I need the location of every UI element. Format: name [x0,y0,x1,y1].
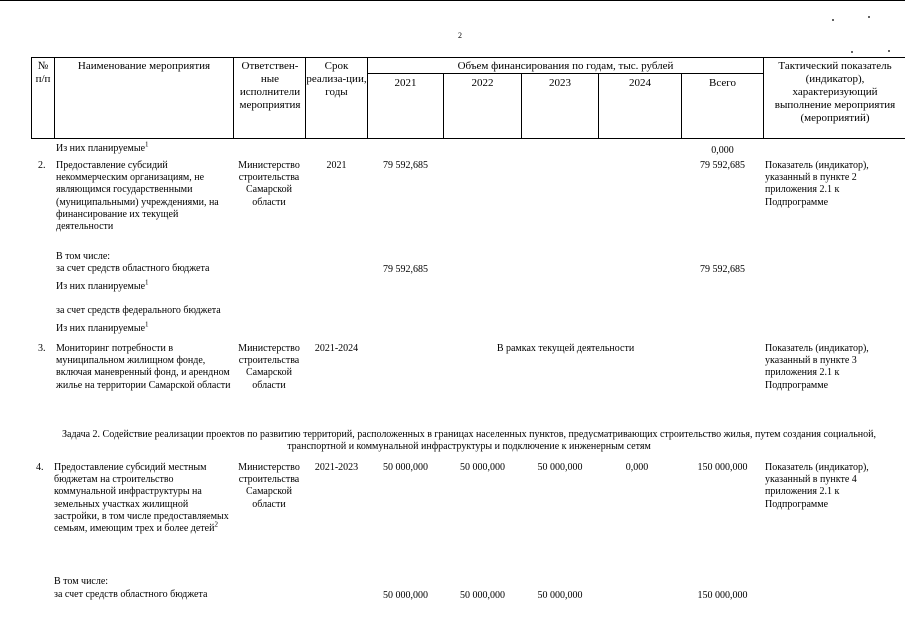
item2-regional-total: 79 592,685 [700,264,745,275]
header-term: Срок реализа-ции, годы [306,60,367,98]
item4-name: Предоставление субсидий местным бюджетам на строительство коммунальной инфраструктуры на земельных участках жилищной застройки, в том числе предоставляемых семьям, имеющим трех и более детей$^2$ [54,462,229,535]
item2-federal-label: за счет средств федерального бюджета [56,305,221,316]
top-rule [0,0,905,1]
header-year-2023: 2023 [549,77,571,89]
header-year-2024: 2024 [629,77,651,89]
header-indicator: Тактический показатель (индикатор), характеризующий выполнение мероприятия (мероприятий) [774,60,896,124]
item4-regional-2021: 50 000,000 [383,590,428,601]
row-planned-total: 0,000 [711,145,734,156]
item2-indicator: Показатель (индикатор), указанный в пункте 2 приложения 2.1 к Подпрограмме [765,160,869,208]
item4-responsible: Министерство строительства Самарской области [238,462,300,510]
scan-speck [851,51,853,53]
item3-indicator: Показатель (индикатор), указанный в пункте 3 приложения 2.1 к Подпрограмме [765,343,869,391]
item3-name: Мониторинг потребности в муниципальном жилищном фонде, включая маневренный фонд, и арендном жилье на территории Самарской области [56,343,231,391]
item2-regional-label: за счет средств областного бюджета [56,263,210,274]
footnote-mark: 1 [145,320,149,329]
item2-planned-2: Из них планируемые$^1$ [56,320,149,334]
item2-number: 2. [38,160,46,171]
item4-regional-2022: 50 000,000 [460,590,505,601]
item4-term: 2021-2023 [314,462,359,473]
header-funding: Объем финансирования по годам, тыс. рублей [457,60,674,72]
item3-term: 2021-2024 [314,343,359,354]
item2-2021: 79 592,685 [383,160,428,171]
item4-regional-total: 150 000,000 [697,590,748,601]
item4-including: В том числе: [54,576,109,587]
item4-2023: 50 000,000 [537,462,583,473]
footnote-mark: 2 [214,520,218,529]
item4-number: 4. [36,462,44,473]
item4-indicator: Показатель (индикатор), указанный в пункте 4 приложения 2.1 к Подпрограмме [765,462,869,510]
task2-heading: Задача 2. Содействие реализации проектов по развитию территорий, расположенных в границах населенных пунктов, предусматривающих строительство жилья, путем создания социальной, транспортной и коммунальной инфраструктуры и подключение к инженерным сетям [62,429,876,453]
row-planned-label: Из них планируемые$^1$ [56,140,149,154]
item4-regional-label: за счет средств областного бюджета [54,589,208,600]
item3-funding: В рамках текущей деятельности [496,343,635,354]
header-responsible: Ответствен-ные исполнители мероприятия [239,60,301,111]
item4-2024: 0,000 [625,462,649,473]
footnote-mark: 1 [145,140,149,149]
header-year-2021: 2021 [394,77,417,89]
item4-regional-2023: 50 000,000 [537,590,583,601]
item2-name: Предоставление субсидий некоммерческим организациям, не являющимся государственными (муниципальными) учреждениями, на финансирование их текущей деятельности [56,160,219,233]
item2-responsible: Министерство строительства Самарской области [238,160,300,208]
item4-total: 150 000,000 [697,462,748,473]
item3-number: 3. [38,343,46,354]
item2-including: В том числе: [56,251,111,262]
item4-2021: 50 000,000 [383,462,428,473]
item2-term: 2021 [326,160,347,171]
item2-planned-1: Из них планируемые$^1$ [56,278,149,292]
item2-total: 79 592,685 [700,160,745,171]
scan-speck [868,16,870,18]
footnote-mark: 1 [145,278,149,287]
scan-speck [832,19,834,21]
item3-responsible: Министерство строительства Самарской области [238,343,300,391]
header-total: Всего [709,77,736,89]
scan-speck [888,50,890,52]
header-num: № п/п [35,60,51,85]
header-year-2022: 2022 [471,77,494,89]
item2-regional-2021: 79 592,685 [383,264,428,275]
page-number: 2 [458,31,462,40]
item4-2022: 50 000,000 [460,462,505,473]
header-name: Наименование мероприятия [77,60,211,72]
